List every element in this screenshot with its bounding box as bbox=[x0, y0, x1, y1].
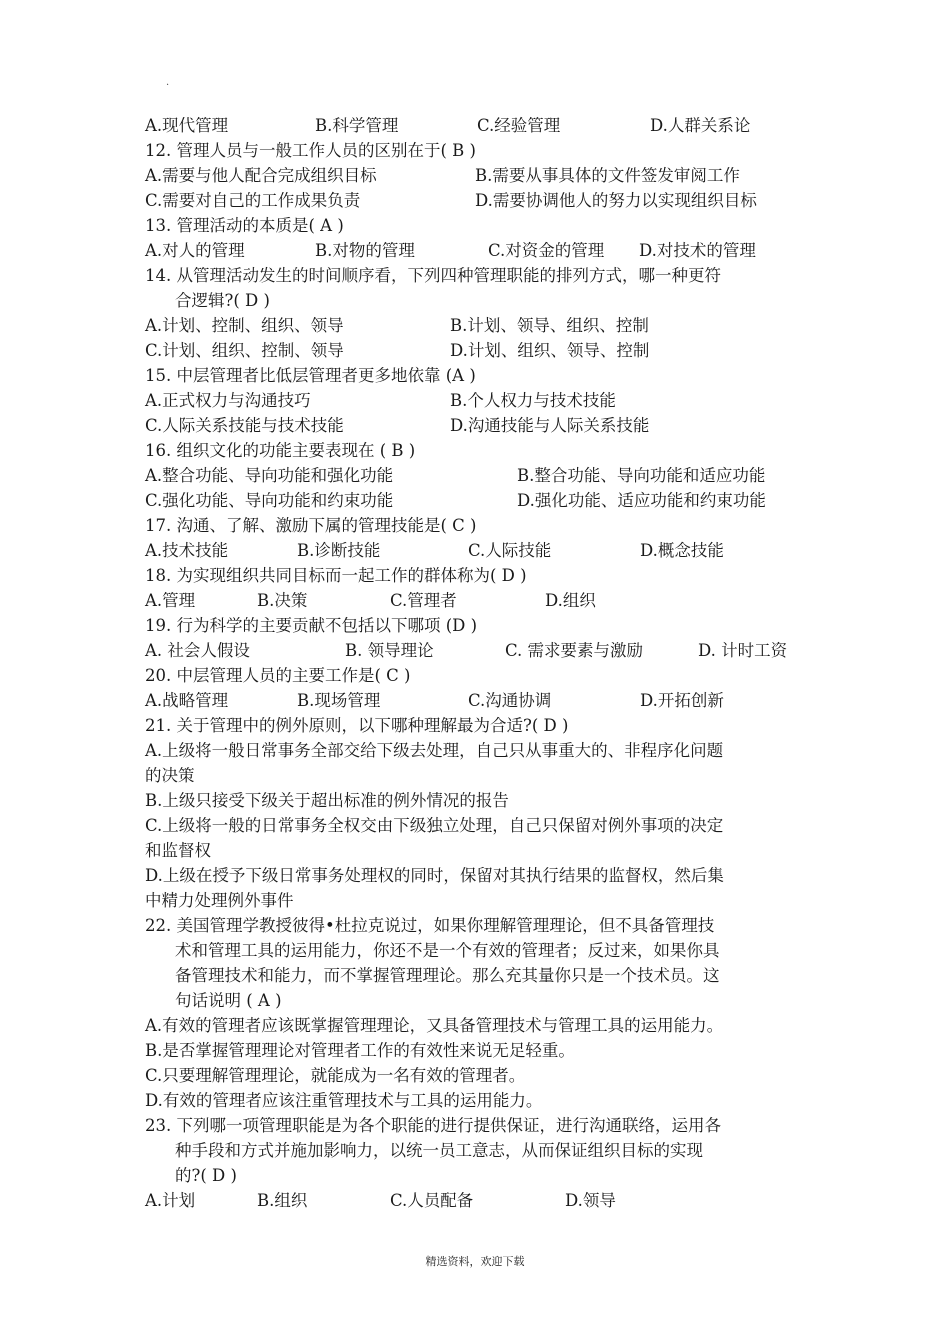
line-text: D.组织 bbox=[545, 591, 596, 610]
line-text: 的?( D ) bbox=[175, 1166, 237, 1185]
line-text: C.管理者 bbox=[390, 591, 457, 610]
line-text: 15. 中层管理者比低层管理者更多地依靠 (A ) bbox=[145, 366, 476, 385]
line-text: 20. 中层管理人员的主要工作是( C ) bbox=[145, 666, 411, 685]
line-text: A. 社会人假设 bbox=[145, 641, 250, 660]
line-text: 17. 沟通、了解、激励下属的管理技能是( C ) bbox=[145, 516, 477, 535]
line-text: 21. 关于管理中的例外原则，以下哪种理解最为合适?( D ) bbox=[145, 716, 569, 735]
line-text: B.是否掌握管理理论对管理者工作的有效性来说无足轻重。 bbox=[145, 1041, 575, 1060]
line-text: C.人际关系技能与技术技能 bbox=[145, 416, 344, 435]
line-text: D.沟通技能与人际关系技能 bbox=[450, 416, 650, 435]
line-text: A.管理 bbox=[145, 591, 196, 610]
line-text: 14. 从管理活动发生的时间顺序看，下列四种管理职能的排列方式，哪一种更符 bbox=[145, 266, 721, 285]
line-text: D.开拓创新 bbox=[640, 691, 724, 710]
line-text: B.科学管理 bbox=[315, 116, 399, 135]
line-text: B.现场管理 bbox=[297, 691, 381, 710]
line-text: C.经验管理 bbox=[477, 116, 561, 135]
line-text: B.整合功能、导向功能和适应功能 bbox=[517, 466, 766, 485]
line-text: 23. 下列哪一项管理职能是为各个职能的进行提供保证，进行沟通联络，运用各 bbox=[145, 1116, 721, 1135]
header-mark: · bbox=[166, 80, 170, 91]
line-text: B.计划、领导、组织、控制 bbox=[450, 316, 649, 335]
line-text: 和监督权 bbox=[145, 841, 211, 860]
line-text: B.对物的管理 bbox=[315, 241, 415, 260]
line-text: B.诊断技能 bbox=[297, 541, 381, 560]
line-text: 22. 美国管理学教授彼得•杜拉克说过，如果你理解管理理论，但不具备管理技 bbox=[145, 916, 715, 935]
line-text: B.需要从事具体的文件签发审阅工作 bbox=[475, 166, 740, 185]
line-text: A.计划 bbox=[145, 1191, 196, 1210]
line-text: C.对资金的管理 bbox=[488, 241, 605, 260]
line-text: A.现代管理 bbox=[145, 116, 229, 135]
line-text: C.计划、组织、控制、领导 bbox=[145, 341, 344, 360]
line-text: 16. 组织文化的功能主要表现在 ( B ) bbox=[145, 441, 416, 460]
line-text: D. 计时工资 bbox=[698, 641, 788, 660]
line-text: B. 领导理论 bbox=[345, 641, 434, 660]
line-text: A.有效的管理者应该既掌握管理理论，又具备管理技术与管理工具的运用能力。 bbox=[145, 1016, 724, 1035]
page-footer: 精选资料，欢迎下载 bbox=[425, 1255, 525, 1268]
line-text: D.强化功能、适应功能和约束功能 bbox=[517, 491, 766, 510]
line-text: 中精力处理例外事件 bbox=[145, 891, 294, 910]
line-text: 术和管理工具的运用能力，你还不是一个有效的管理者；反过来，如果你具 bbox=[175, 941, 720, 960]
line-text: A.计划、控制、组织、领导 bbox=[145, 316, 344, 335]
line-text: D.需要协调他人的努力以实现组织目标 bbox=[475, 191, 757, 210]
line-text: 18. 为实现组织共同目标而一起工作的群体称为( D ) bbox=[145, 566, 527, 585]
line-text: C. 需求要素与激励 bbox=[505, 641, 644, 660]
line-text: 19. 行为科学的主要贡献不包括以下哪项 (D ) bbox=[145, 616, 478, 635]
line-text: D.有效的管理者应该注重管理技术与工具的运用能力。 bbox=[145, 1091, 543, 1110]
line-text: 13. 管理活动的本质是( A ) bbox=[145, 216, 344, 235]
line-text: A.上级将一般日常事务全部交给下级去处理，自己只从事重大的、非程序化问题 bbox=[145, 741, 724, 760]
line-text: D.领导 bbox=[565, 1191, 616, 1210]
line-text: D.计划、组织、领导、控制 bbox=[450, 341, 650, 360]
line-text: 合逻辑?( D ) bbox=[175, 291, 270, 310]
line-text: A.整合功能、导向功能和强化功能 bbox=[145, 466, 394, 485]
line-text: B.上级只接受下级关于超出标准的例外情况的报告 bbox=[145, 791, 509, 810]
line-text: A.战略管理 bbox=[145, 691, 229, 710]
line-text: C.人员配备 bbox=[390, 1191, 474, 1210]
line-text: 备管理技术和能力，而不掌握管理理论。那么充其量你只是一个技术员。这 bbox=[175, 966, 720, 985]
line-text: C.需要对自己的工作成果负责 bbox=[145, 191, 361, 210]
line-text: 的决策 bbox=[145, 766, 195, 785]
line-text: 句话说明 ( A ) bbox=[175, 991, 282, 1010]
line-text: D.概念技能 bbox=[640, 541, 724, 560]
line-text: D.上级在授予下级日常事务处理权的同时，保留对其执行结果的监督权，然后集 bbox=[145, 866, 724, 885]
line-text: 12. 管理人员与一般工作人员的区别在于( B ) bbox=[145, 141, 476, 160]
line-text: A.对人的管理 bbox=[145, 241, 245, 260]
line-text: D.对技术的管理 bbox=[639, 241, 756, 260]
line-text: C.人际技能 bbox=[468, 541, 552, 560]
line-text: B.决策 bbox=[257, 591, 308, 610]
line-text: B.组织 bbox=[257, 1191, 308, 1210]
line-text: B.个人权力与技术技能 bbox=[450, 391, 616, 410]
line-text: A.技术技能 bbox=[145, 541, 229, 560]
line-text: C.上级将一般的日常事务全权交由下级独立处理，自己只保留对例外事项的决定 bbox=[145, 816, 724, 835]
line-text: D.人群关系论 bbox=[650, 116, 751, 135]
line-text: 种手段和方式并施加影响力，以统一员工意志，从而保证组织目标的实现 bbox=[175, 1141, 703, 1160]
line-text: C.强化功能、导向功能和约束功能 bbox=[145, 491, 394, 510]
line-text: A.需要与他人配合完成组织目标 bbox=[145, 166, 377, 185]
line-text: C.只要理解管理理论，就能成为一名有效的管理者。 bbox=[145, 1066, 526, 1085]
line-text: C.沟通协调 bbox=[468, 691, 552, 710]
line-text: A.正式权力与沟通技巧 bbox=[145, 391, 311, 410]
